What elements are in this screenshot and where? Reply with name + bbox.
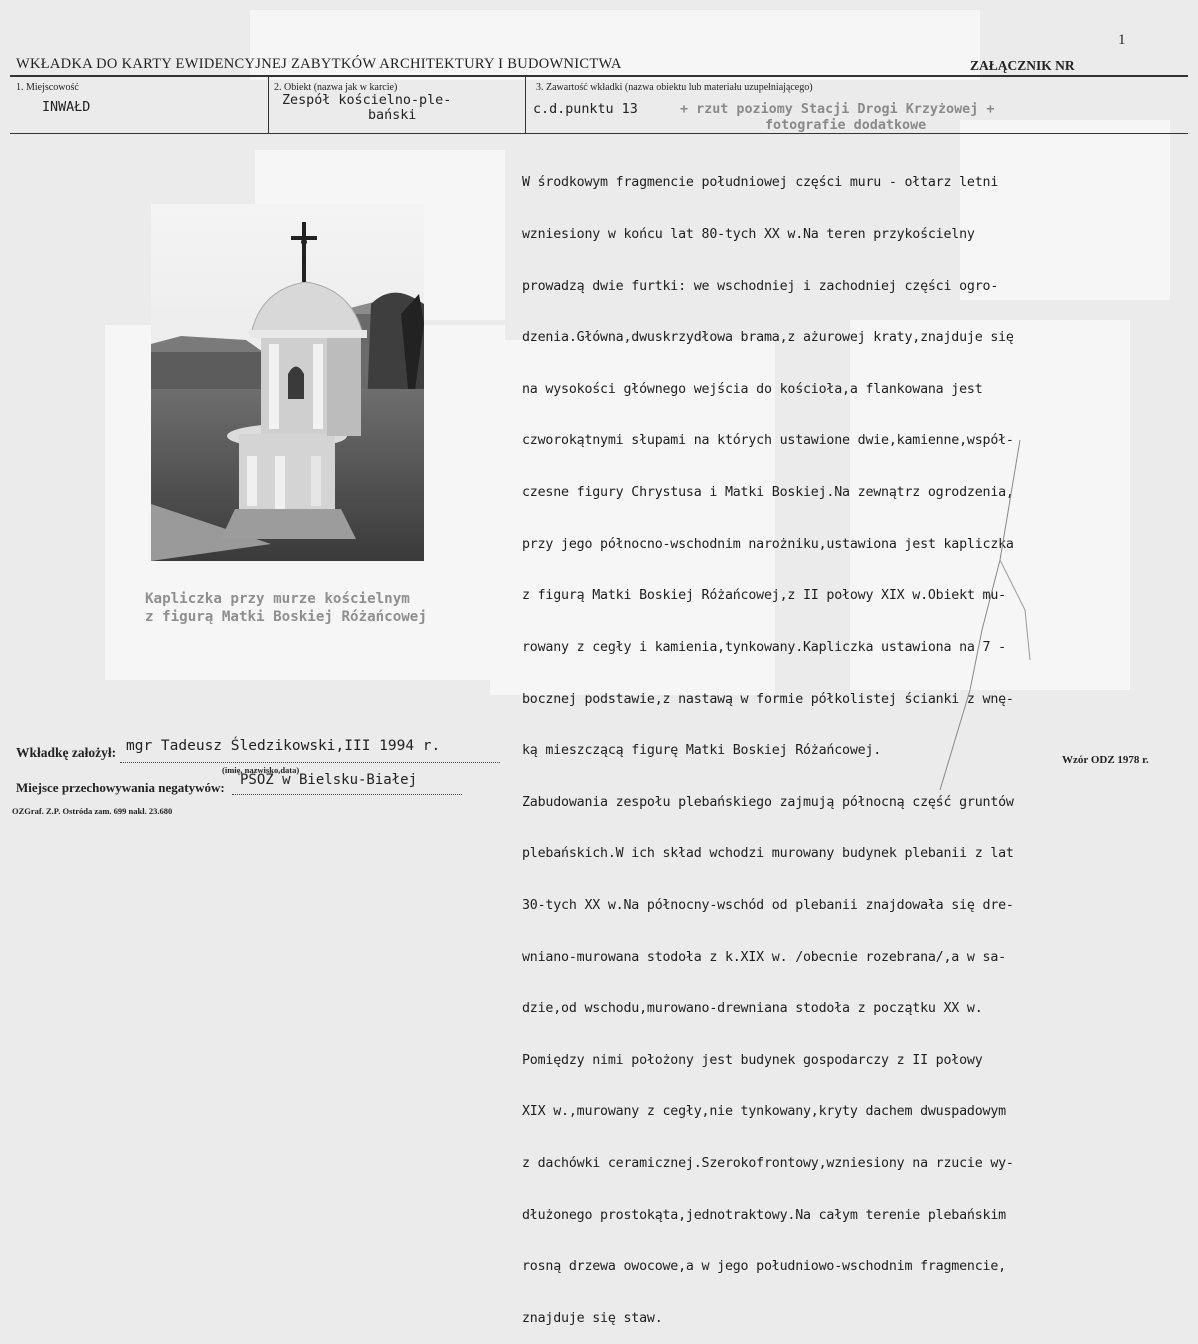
text-line: na wysokości głównego wejścia do kościoła,a flankowana jest	[522, 381, 983, 397]
text-line: bocznej podstawie,z nastawą w formie półkolistej ścianki z wnę-	[522, 691, 1014, 707]
text-line: czesne figury Chrystusa i Matki Boskiej.Na zewnątrz ogrodzenia,	[522, 485, 1014, 501]
text-line: z figurą Matki Boskiej Różańcowej,z II połowy XIX w.Obiekt mu-	[522, 588, 1006, 604]
field-3-value: c.d.punktu 13	[533, 102, 638, 117]
text-line: W środkowym fragmencie południowej części muru - ołtarz letni	[522, 175, 999, 191]
chapel-photo-image	[151, 204, 424, 561]
field-divider-2	[525, 77, 526, 134]
field-3-label: 3. Zawartość wkładki (nazwa obiektu lub materiału uzupełniającego)	[536, 82, 813, 93]
text-line: XIX w.,murowany z cegły,nie tynkowany,kryty dachem dwuspadowym	[522, 1104, 1006, 1120]
text-line: 30-tych XX w.Na północny-wschód od plebanii znajdowała się dre-	[522, 897, 1014, 913]
text-line: dzenia.Główna,dwuskrzydłowa brama,z ażurowej kraty,znajduje się	[522, 330, 1014, 346]
author-hint: (imię, nazwisko,data)	[222, 765, 300, 775]
text-line: dłużonego prostokąta,jednotraktowy.Na całym terenie plebańskim	[522, 1207, 1006, 1223]
printer-note: OZGraf. Z.P. Ostróda zam. 699 nakł. 23.680	[12, 806, 173, 816]
text-line: wniano-murowana stodoła z k.XIX w. /obecnie rozebrana/,a w sa-	[522, 949, 1006, 965]
photograph	[151, 204, 424, 561]
author-value: mgr Tadeusz Śledzikowski,III 1994 r.	[126, 738, 441, 754]
text-line: ką mieszczącą figurę Matki Boskiej Różańcowej.	[522, 743, 882, 759]
text-line: znajduje się staw.	[522, 1310, 663, 1326]
storage-underline	[232, 794, 462, 795]
header-rule	[10, 75, 1188, 77]
field-2-value-line-1: Zespół kościelno-ple-	[282, 93, 452, 108]
photo-caption-line-2: z figurą Matki Boskiej Różańcowej	[145, 609, 427, 625]
text-line: wzniesiony w końcu lat 80-tych XX w.Na teren przykościelny	[522, 227, 975, 243]
field-2-label: 2. Obiekt (nazwa jak w karcie)	[274, 82, 398, 93]
photo-caption-line-1: Kapliczka przy murze kościelnym	[145, 591, 410, 607]
form-code: Wzór ODZ 1978 r.	[1062, 754, 1149, 766]
form-title: WKŁADKA DO KARTY EWIDENCYJNEJ ZABYTKÓW ARCHITEKTURY I BUDOWNICTWA	[16, 56, 622, 72]
author-underline	[120, 762, 500, 763]
annex-label: ZAŁĄCZNIK NR	[970, 58, 1075, 73]
field-3-stamp-line-2: fotografie dodatkowe	[765, 118, 927, 133]
text-line: rowany z cegły i kamienia,tynkowany.Kapliczka ustawiona na 7 -	[522, 639, 1006, 655]
storage-value: PSOZ w Bielsku-Białej	[240, 772, 418, 788]
fields-rule	[10, 133, 1188, 134]
text-line: prowadzą dwie furtki: we wschodniej i zachodniej części ogro-	[522, 278, 999, 294]
storage-label: Miejsce przechowywania negatywów:	[16, 780, 225, 795]
description-text	[522, 140, 1182, 1344]
page-number: 1	[1118, 32, 1126, 48]
field-divider-1	[268, 77, 269, 134]
text-line: z dachówki ceramicznej.Szerokofrontowy,wzniesiony na rzucie wy-	[522, 1155, 1014, 1171]
text-line: Zabudowania zespołu plebańskiego zajmują północną część gruntów	[522, 794, 1014, 810]
text-line: przy jego północno-wschodnim narożniku,ustawiona jest kapliczka	[522, 536, 1014, 552]
field-1-label: 1. Miejscowość	[16, 82, 79, 93]
text-line: dzie,od wschodu,murowano-drewniana stodoła z początku XX w.	[522, 1001, 983, 1017]
text-line: czworokątnymi słupami na których ustawione dwie,kamienne,współ-	[522, 433, 1014, 449]
author-label: Wkładkę założył:	[16, 745, 117, 760]
field-1-value: INWAŁD	[42, 100, 91, 115]
text-line: plebańskich.W ich skład wchodzi murowany budynek plebanii z lat	[522, 846, 1014, 862]
field-2-value-line-2: bański	[368, 108, 417, 123]
text-line: rosną drzewa owocowe,a w jego południowo-wschodnim fragmencie,	[522, 1259, 1006, 1275]
paper-crease	[930, 440, 1050, 800]
field-3-stamp-line-1: + rzut poziomy Stacji Drogi Krzyżowej +	[680, 102, 995, 117]
text-line: Pomiędzy nimi położony jest budynek gospodarczy z II połowy	[522, 1052, 983, 1068]
